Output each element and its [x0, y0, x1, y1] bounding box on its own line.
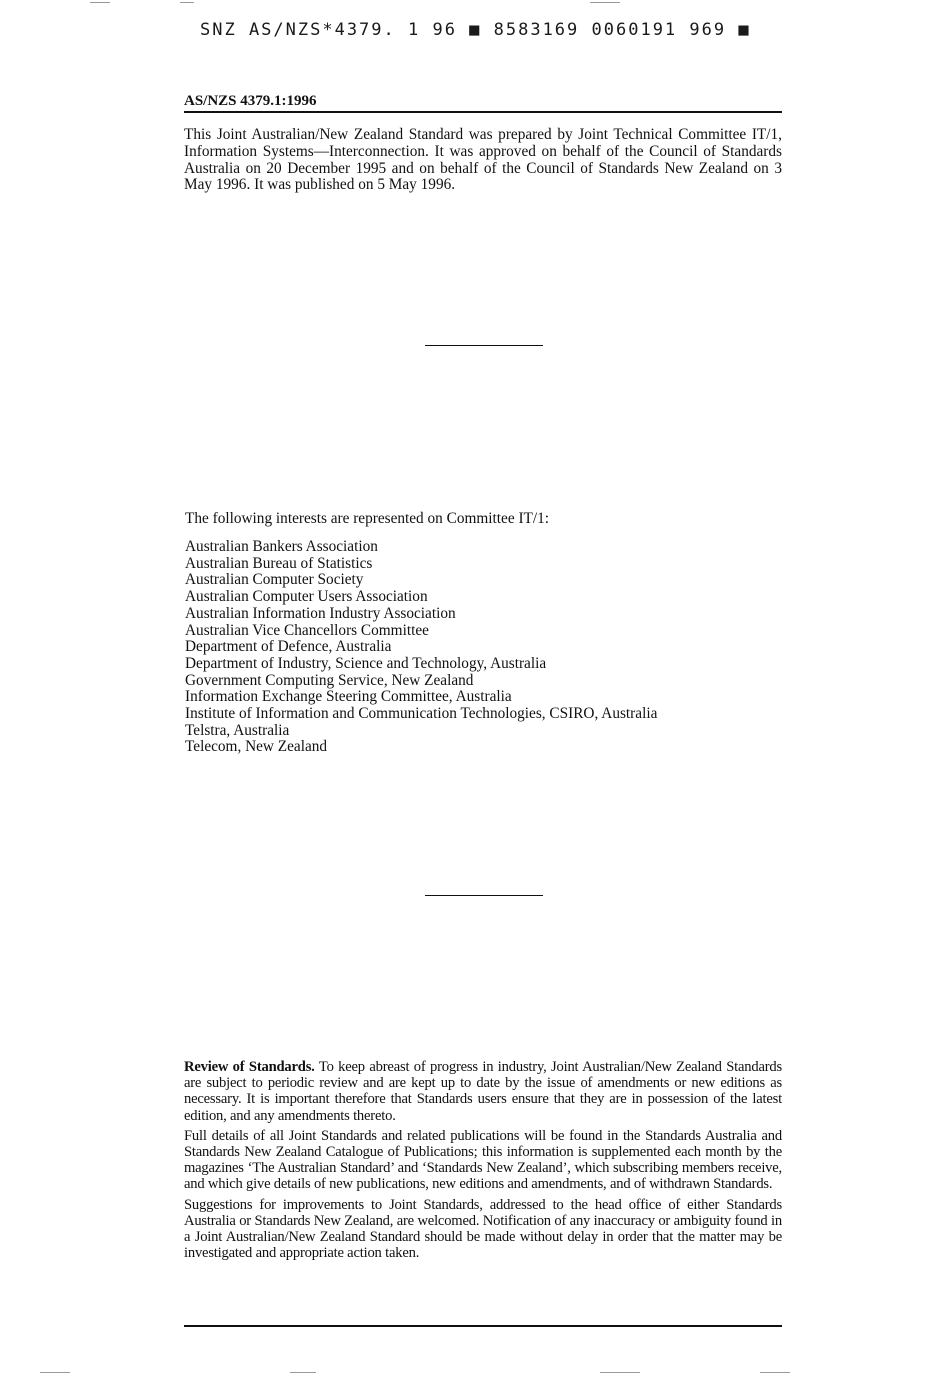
scan-speck	[290, 1372, 316, 1373]
review-paragraph	[184, 1059, 782, 1124]
scan-speck	[590, 2, 620, 3]
list-item: Australian Bankers Association	[185, 538, 378, 555]
interests-intro: The following interests are represented on Committee IT/1:	[185, 510, 550, 527]
top-rule	[184, 111, 782, 113]
list-item: Department of Industry, Science and Technology, Australia	[185, 654, 547, 672]
list-item: Australian Information Industry Association	[185, 604, 456, 622]
section-divider	[425, 895, 543, 896]
list-item: Telstra, Australia	[185, 721, 290, 739]
review-of-standards	[184, 1059, 782, 1265]
list-item: Institute of Information and Communication Technologies, CSIRO, Australia	[185, 705, 658, 723]
interests-list	[185, 539, 657, 756]
list-item: Department of Defence, Australia	[185, 638, 392, 656]
list-item: Australian Computer Users Association	[185, 588, 428, 606]
list-item: Telecom, New Zealand	[185, 738, 328, 756]
scan-speck	[760, 1372, 790, 1373]
scan-header-code: SNZ AS/NZS*4379. 1 96 ■ 8583169 0060191 969 ■	[200, 20, 751, 40]
list-item: Information Exchange Steering Committee, Australia	[185, 688, 512, 706]
scan-speck	[600, 1372, 640, 1373]
review-text: To keep abreast of progress in industry, Joint Australian/New Zealand Standards are subject to periodic review and are kept up to date by the issue of amendments or new editions as necessary. It is important therefore that Standards users ensure that they are in possession of the latest edition, and any amendments thereto.	[184, 1059, 783, 1124]
section-divider	[425, 345, 543, 346]
bottom-rule	[184, 1325, 782, 1327]
preparation-note: This Joint Australian/New Zealand Standard was prepared by Joint Technical Committee IT/1, Information Systems—Interconnection. It was approved on behalf of the Council of Standards Australia on 20 December 1995 and on behalf of the Council of Standards New Zealand on 3 May 1996. It was published on 5 May 1996.	[184, 126, 782, 194]
list-item: Australian Computer Society	[185, 571, 364, 589]
document-id: AS/NZS 4379.1:1996	[184, 93, 317, 109]
scan-speck	[90, 2, 110, 3]
list-item: Australian Vice Chancellors Committee	[185, 621, 429, 639]
review-paragraph: Suggestions for improvements to Joint Standards, addressed to the head office of either Standards Australia or Standards New Zealand, are welcomed. Notification of any inaccuracy or ambiguity found in a Joint Australian/New Zealand Standard should be made without delay in order that the matter may be investigated and appropriate action taken.	[184, 1196, 782, 1262]
list-item: Government Computing Service, New Zealand	[185, 671, 474, 689]
list-item: Australian Bureau of Statistics	[185, 554, 373, 572]
scan-speck	[40, 1372, 70, 1373]
scan-speck	[180, 2, 194, 3]
review-heading: Review of Standards.	[184, 1059, 315, 1075]
review-paragraph: Full details of all Joint Standards and related publications will be found in the Standards Australia and Standards New Zealand Catalogue of Publications; this information is supplemented each month by the magazines ‘The Australian Standard’ and ‘Standards New Zealand’, which subscribing members receive, and which give details of new publications, new editions and amendments, and of withdrawn Standards.	[184, 1127, 782, 1193]
